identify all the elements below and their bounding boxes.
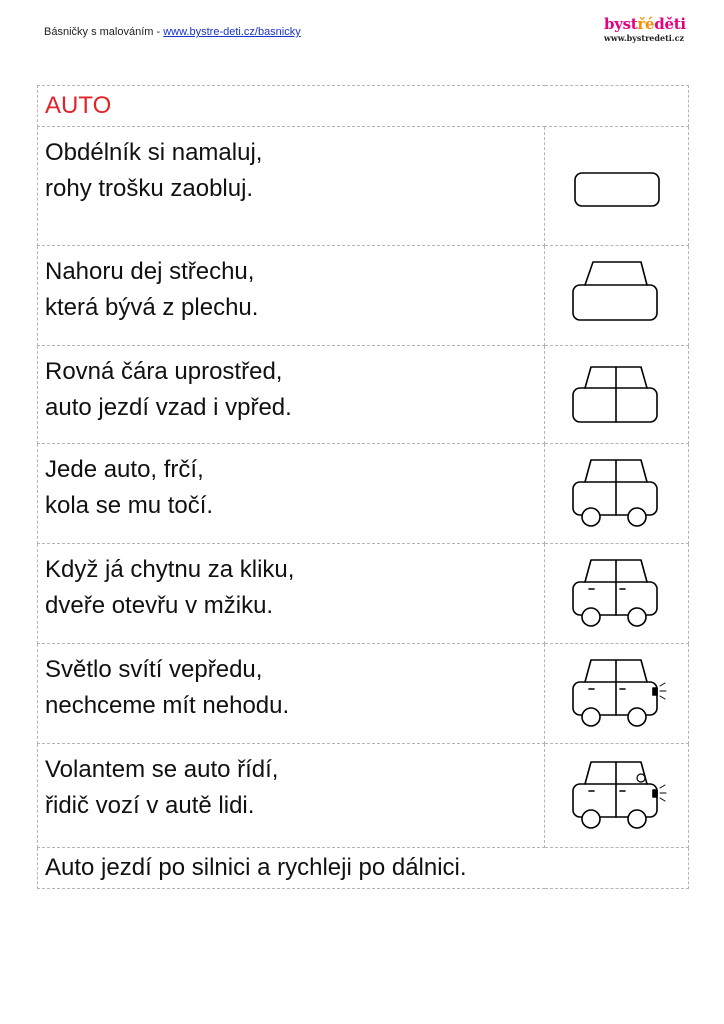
light-ray-icon bbox=[660, 696, 665, 699]
poem-title: AUTO bbox=[38, 86, 689, 127]
logo-letter: ř bbox=[637, 15, 646, 33]
logo-letter: b bbox=[604, 15, 615, 33]
car-wheel bbox=[582, 810, 600, 828]
drawing-cell bbox=[545, 544, 689, 644]
verse-row bbox=[38, 127, 689, 246]
car-step-1-drawing bbox=[567, 146, 667, 226]
verse-text bbox=[38, 744, 545, 848]
verse-line: Rovná čára uprostřed, bbox=[45, 358, 283, 385]
logo-letter: ě bbox=[664, 15, 674, 33]
verse-text bbox=[38, 444, 545, 544]
verse-line: auto jezdí vzad i vpřed. bbox=[45, 394, 292, 421]
poem-footer: Auto jezdí po silnici a rychleji po dálnici. bbox=[38, 848, 689, 889]
verse-line: řidič vozí v autě lidi. bbox=[45, 792, 255, 819]
verse-line: Volantem se auto řídí, bbox=[45, 756, 279, 783]
car-wheel bbox=[628, 508, 646, 526]
page-header bbox=[44, 26, 301, 38]
car-body bbox=[573, 388, 657, 422]
drawing-cell bbox=[545, 444, 689, 544]
car-step-7-drawing bbox=[567, 756, 667, 836]
logo-letter: y bbox=[614, 15, 623, 33]
verse-row bbox=[38, 644, 689, 744]
car-step-3-drawing bbox=[567, 355, 667, 435]
brand-logo bbox=[604, 16, 684, 43]
car-wheel bbox=[582, 508, 600, 526]
car-step-5-drawing bbox=[567, 554, 667, 634]
car-step-6-drawing bbox=[567, 654, 667, 734]
verse-line: Jede auto, frčí, bbox=[45, 456, 204, 483]
verse-text bbox=[38, 127, 545, 246]
verse-text bbox=[38, 644, 545, 744]
logo-letter: i bbox=[680, 15, 686, 33]
light-ray-icon bbox=[660, 798, 665, 801]
logo-letter: s bbox=[622, 15, 631, 33]
verse-line: Světlo svítí vepředu, bbox=[45, 656, 263, 683]
car-wheel bbox=[582, 608, 600, 626]
verse-line: Nahoru dej střechu, bbox=[45, 258, 255, 285]
verse-line: Když já chytnu za kliku, bbox=[45, 556, 295, 583]
car-wheel bbox=[628, 708, 646, 726]
logo-site: www.bystredeti.cz bbox=[604, 33, 685, 43]
car-body bbox=[573, 285, 657, 320]
drawing-cell bbox=[545, 127, 689, 246]
poem-table bbox=[37, 85, 689, 889]
car-wheel bbox=[628, 608, 646, 626]
verse-row bbox=[38, 444, 689, 544]
car-body bbox=[575, 173, 659, 206]
logo-letter: é bbox=[645, 15, 655, 33]
car-wheel bbox=[582, 708, 600, 726]
verse-line: dveře otevřu v mžiku. bbox=[45, 592, 274, 619]
steering-wheel-icon bbox=[637, 774, 645, 782]
car-step-2-drawing bbox=[567, 256, 667, 336]
drawing-cell bbox=[545, 346, 689, 444]
verse-row bbox=[38, 246, 689, 346]
verse-row bbox=[38, 346, 689, 444]
verse-text bbox=[38, 544, 545, 644]
logo-letter: d bbox=[654, 15, 665, 33]
header-link[interactable]: www.bystre-deti.cz/basnicky bbox=[163, 26, 301, 38]
light-ray-icon bbox=[660, 683, 665, 686]
car-wheel bbox=[628, 810, 646, 828]
car-roof bbox=[585, 262, 647, 285]
drawing-cell bbox=[545, 744, 689, 848]
verse-line: kola se mu točí. bbox=[45, 492, 214, 519]
drawing-cell bbox=[545, 644, 689, 744]
verse-line: nechceme mít nehodu. bbox=[45, 692, 290, 719]
logo-letter: t bbox=[630, 15, 638, 33]
verse-line: rohy trošku zaobluj. bbox=[45, 175, 254, 202]
headlight-icon bbox=[653, 790, 657, 797]
verse-row bbox=[38, 544, 689, 644]
header-text: Básničky s malováním - bbox=[44, 26, 164, 38]
verse-line: Obdélník si namaluj, bbox=[45, 139, 263, 166]
logo-letter: t bbox=[673, 15, 681, 33]
car-step-4-drawing bbox=[567, 454, 667, 534]
verse-line: která bývá z plechu. bbox=[45, 294, 259, 321]
verse-row bbox=[38, 744, 689, 848]
light-ray-icon bbox=[660, 785, 665, 788]
verse-text bbox=[38, 246, 545, 346]
verse-text bbox=[38, 346, 545, 444]
logo-brand bbox=[604, 16, 684, 32]
drawing-cell bbox=[545, 246, 689, 346]
headlight-icon bbox=[653, 688, 657, 695]
